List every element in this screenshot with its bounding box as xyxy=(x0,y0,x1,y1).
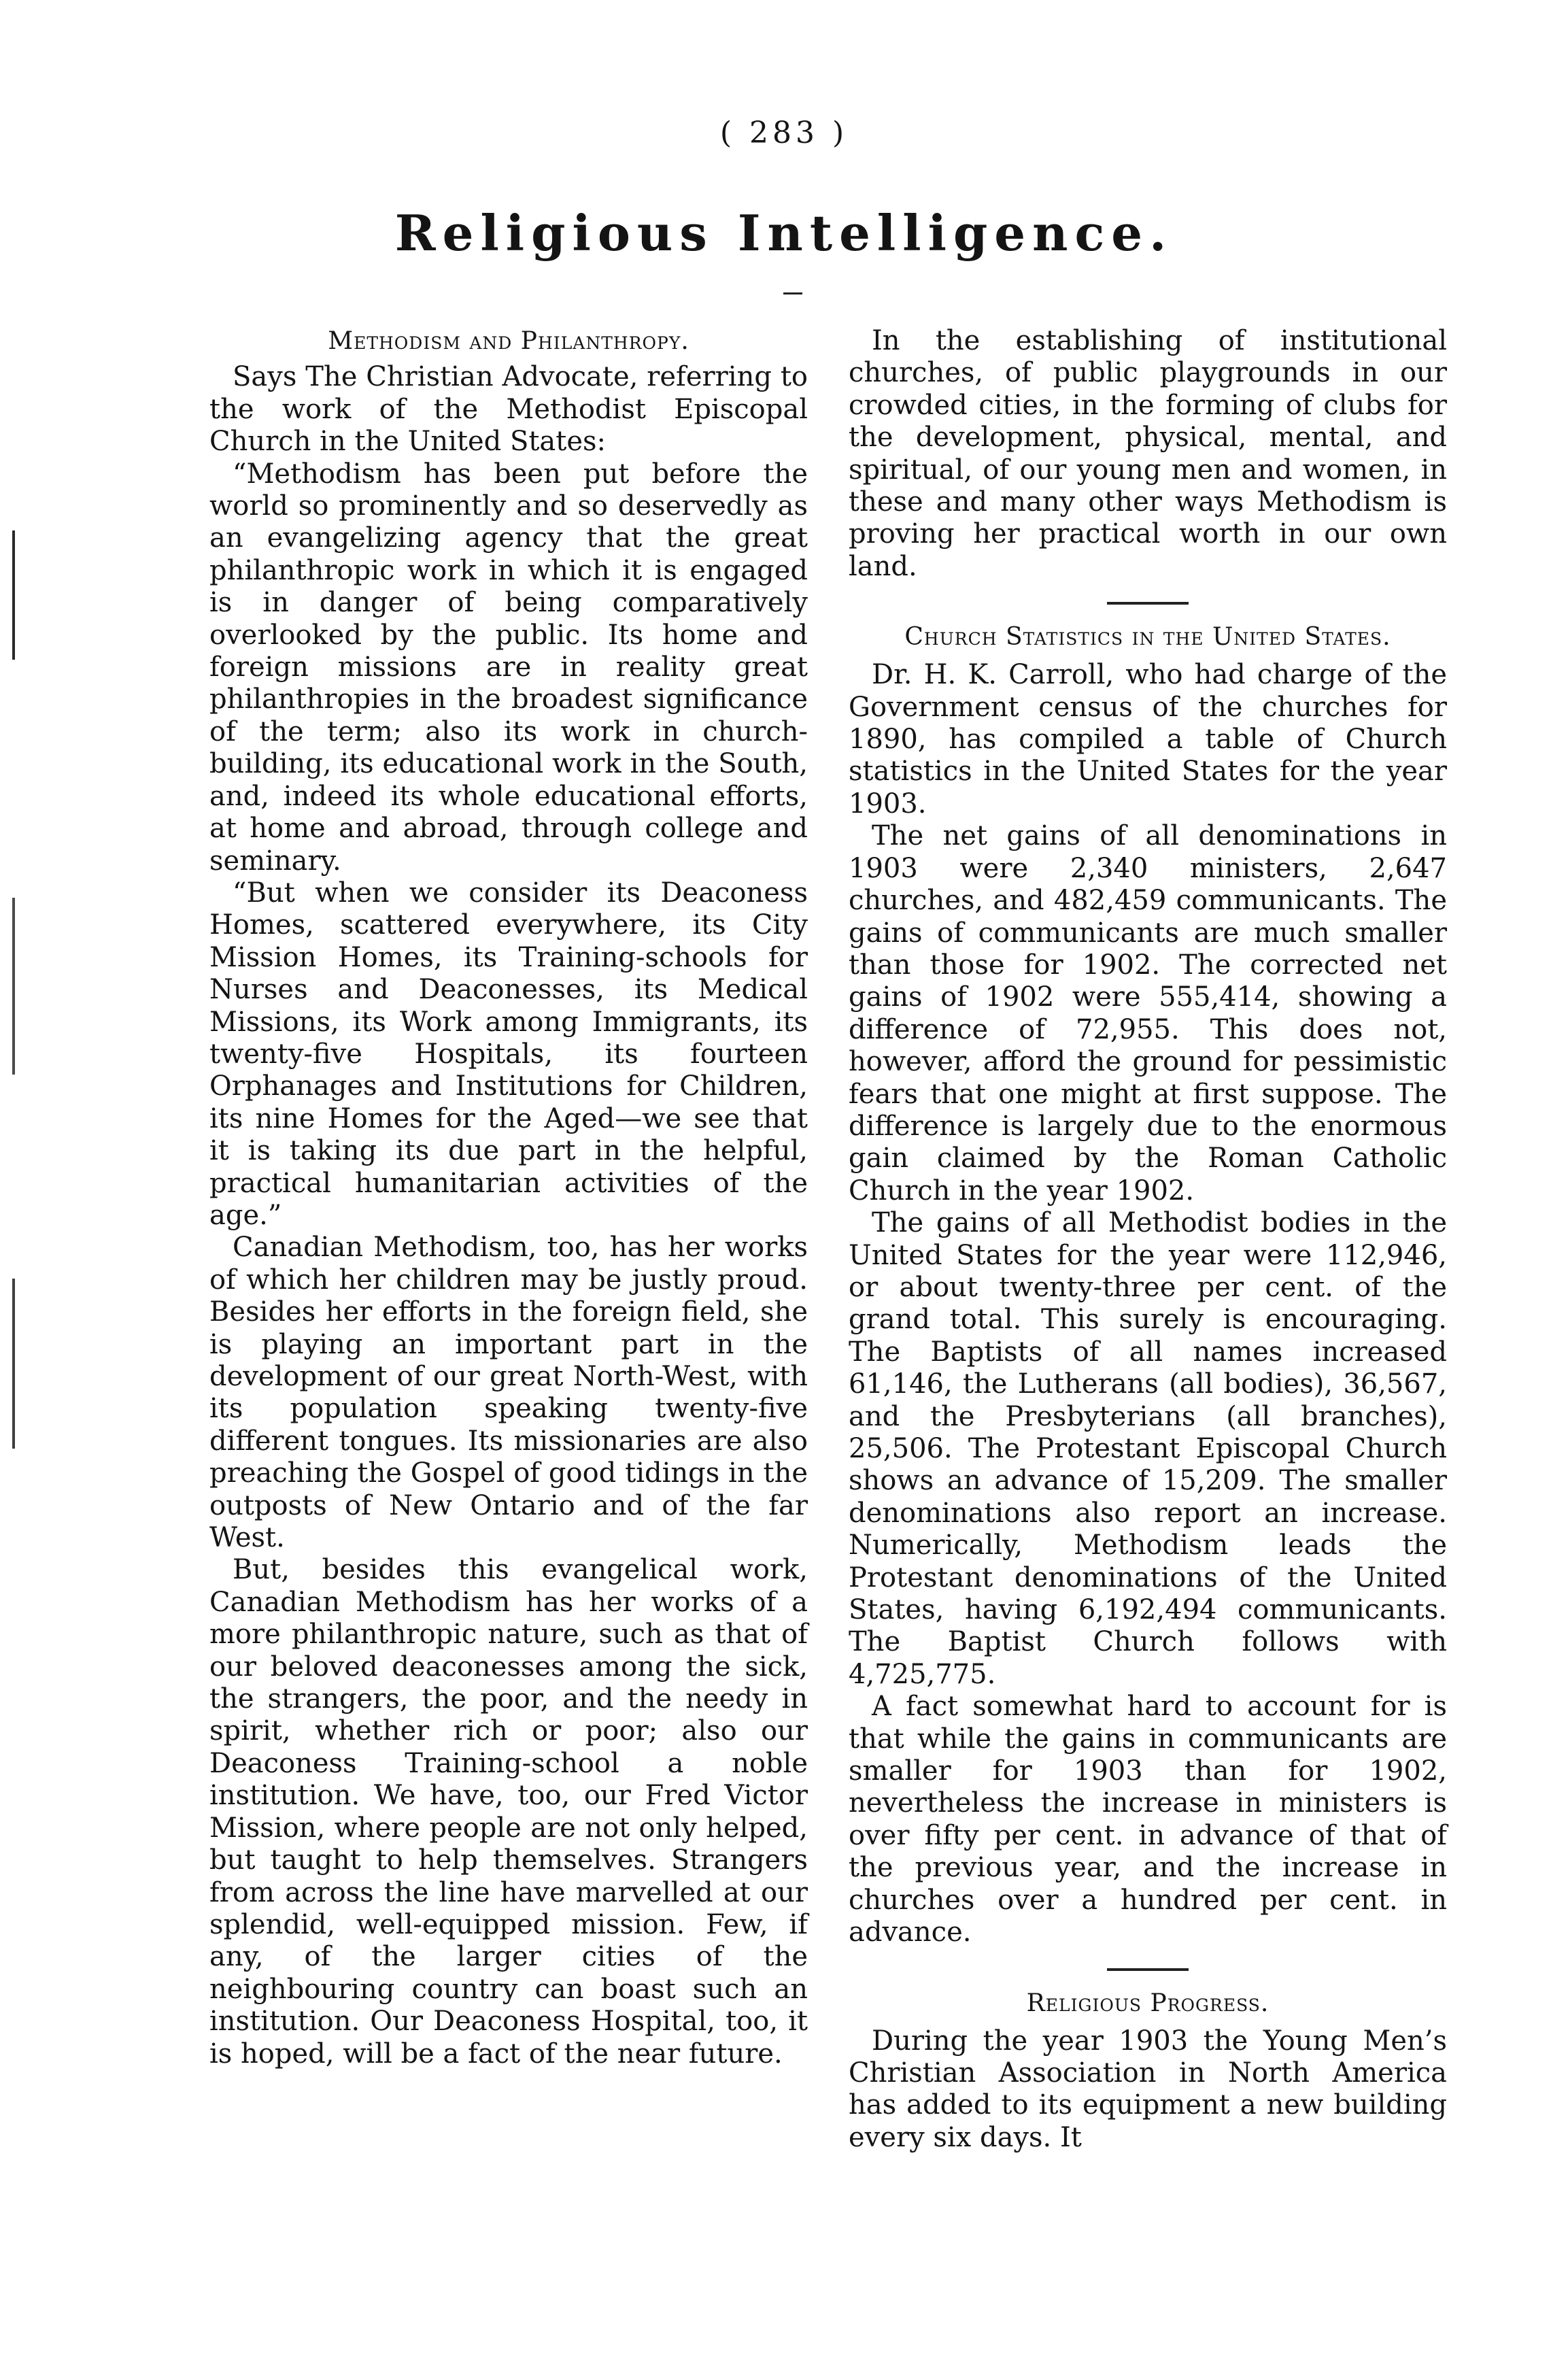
paragraph: The net gains of all denominations in 1903 were 2,340 ministers, 2,647 churches, and 482,459 communicants. The gains of communicants are much smaller than those for 1902. The corrected net gains of 1902 were 555,414, showing a difference of 72,955. This does not, however, afford the ground for pessimistic fears that one might at first suppose. The difference is largely due to the enormous gain claimed by the Roman Catholic Church in the year 1902. xyxy=(849,820,1447,1207)
section-heading-methodism: Methodism and Philanthropy. xyxy=(328,327,689,355)
scan-mark xyxy=(12,1279,15,1449)
section-heading-church-statistics: Church Statistics in the United States. xyxy=(904,623,1391,652)
paragraph: “But when we consider its Deaconess Homes, scattered everywhere, its City Mission Homes, its Training-schools for Nurses and Deaconesses, its Medical Missions, its Work among Immigrants, its twenty-five Hospitals, its fourteen Orphanages and Institutions for Children, its nine Homes for the Aged—we see that it is taking its due part in the helpful, practical humanitarian activities of the age.” xyxy=(209,877,808,1231)
paragraph: Canadian Methodism, too, has her works of which her children may be justly proud. Besides her efforts in the foreign field, she is playing an important part in the development of our great North-West, with its population speaking twenty-five different tongues. Its missionaries are also preaching the Gospel of good tidings in the outposts of New Ontario and of the far West. xyxy=(209,1232,808,1554)
paragraph: Says The Christian Advocate, referring to the work of the Methodist Episcopal Church in the United States: xyxy=(209,361,808,458)
title-rule xyxy=(783,292,802,294)
section-divider xyxy=(1107,602,1189,605)
paragraph: The gains of all Methodist bodies in the United States for the year were 112,946, or about twenty-three per cent. of the grand total. This surely is encouraging. The Baptists of all names increased 61,146, the Lutherans (all bodies), 36,567, and the Presbyterians (all branches), 25,506. The Protestant Episcopal Church shows an advance of 15,209. The smaller denominations also report an increase. Numerically, Methodism leads the Protestant denominations of the United States, having 6,192,494 communicants. The Baptist Church follows with 4,725,775. xyxy=(849,1207,1447,1690)
paragraph: During the year 1903 the Young Men’s Christian Association in North America has added to its equipment a new building every six days. It xyxy=(849,2025,1447,2153)
section-heading-religious-progress: Religious Progress. xyxy=(1026,1989,1269,2017)
right-column xyxy=(849,325,1447,2154)
scan-mark xyxy=(12,530,15,660)
paragraph: Dr. H. K. Carroll, who had charge of the Government census of the churches for 1890, has compiled a table of Church statistics in the United States for the year 1903. xyxy=(849,659,1447,820)
paragraph: In the establishing of institutional churches, of public playgrounds in our crowded cities, in the forming of clubs for the development, physical, mental, and spiritual, of our young men and women, in these and many other ways Methodism is proving her practical worth in our own land. xyxy=(849,325,1447,582)
left-column xyxy=(209,325,808,2070)
paragraph: “Methodism has been put before the world so prominently and so deservedly as an evangelizing agency that the great philanthropic work in which it is engaged is in danger of being comparatively overlooked by the public. Its home and foreign missions are in reality great philanthropies in the broadest significance of the term; also its work in church-building, its educational work in the South, and, indeed its whole educational efforts, at home and abroad, through college and seminary. xyxy=(209,458,808,877)
page-title: Religious Intelligence. xyxy=(394,204,1174,262)
paragraph: A fact somewhat hard to account for is that while the gains in communicants are smaller for 1903 than for 1902, nevertheless the increase in ministers is over fifty per cent. in advance of that of the previous year, and the increase in churches over a hundred per cent. in advance. xyxy=(849,1691,1447,1948)
scan-mark xyxy=(12,898,15,1075)
paragraph: But, besides this evangelical work, Canadian Methodism has her works of a more philanthropic nature, such as that of our beloved deaconesses among the sick, the strangers, the poor, and the needy in spirit, whether rich or poor; also our Deaconess Training-school a noble institution. We have, too, our Fred Victor Mission, where people are not only helped, but taught to help themselves. Strangers from across the line have marvelled at our splendid, well-equipped mission. Few, if any, of the larger cities of the neighbouring country can boast such an institution. Our Deaconess Hospital, too, it is hoped, will be a fact of the near future. xyxy=(209,1554,808,2070)
section-divider xyxy=(1107,1968,1189,1971)
page-number: ( 283 ) xyxy=(719,116,849,150)
